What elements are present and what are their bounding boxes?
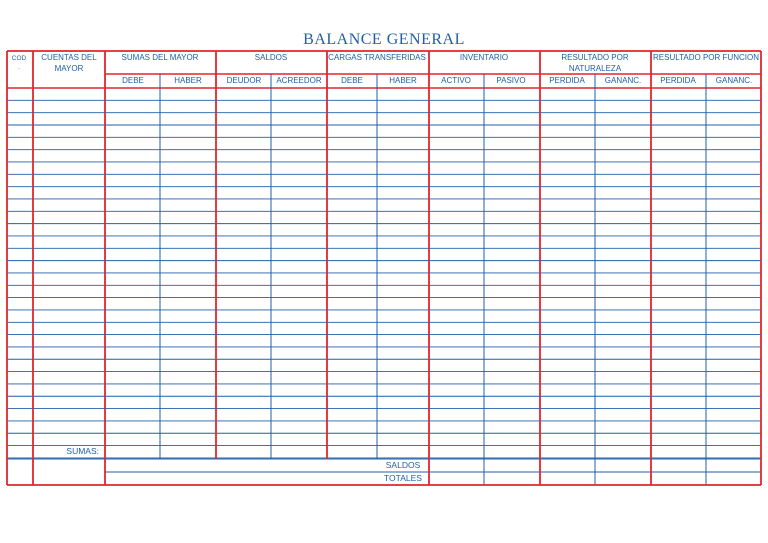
saldos-label: SALDOS	[385, 460, 421, 470]
header-inventario: INVENTARIO	[459, 53, 509, 62]
totales-label: TOTALES	[384, 473, 422, 483]
header-cod-dot: .	[18, 64, 20, 71]
header-resultado-funcion: RESULTADO POR FUNCION	[653, 53, 759, 62]
subheader-debe: DEBE	[122, 76, 144, 85]
subheader-haber: HABER	[174, 76, 202, 85]
header-cuentas: CUENTAS DEL	[41, 53, 97, 62]
subheader-gananc: GANANC.	[604, 76, 642, 85]
header-resultado-naturaleza-2: NATURALEZA	[568, 64, 622, 73]
subheader-pasivo: PASIVO	[496, 76, 526, 85]
subheader-haber-cargas: HABER	[389, 76, 417, 85]
row-rules	[7, 74, 761, 485]
header-sumas-del-mayor: SUMAS DEL MAYOR	[121, 53, 199, 62]
subheader-activo: ACTIVO	[441, 76, 471, 85]
subheader-debe-cargas: DEBE	[341, 76, 363, 85]
header-cod: COD	[11, 55, 27, 62]
subheader-gananc-funcion: GANANC.	[715, 76, 753, 85]
header-cargas-transferidas: CARGAS TRANSFERIDAS	[328, 53, 426, 62]
header-saldos: SALDOS	[254, 53, 288, 62]
subheader-acreedor: ACREEDOR	[276, 76, 322, 85]
page-title: BALANCE GENERAL	[303, 31, 465, 48]
header-cuentas-2: MAYOR	[54, 64, 84, 73]
subheader-perdida-funcion: PERDIDA	[660, 76, 696, 85]
subheader-deudor: DEUDOR	[226, 76, 262, 85]
column-frame	[7, 51, 761, 485]
header-resultado-naturaleza: RESULTADO POR	[561, 53, 629, 62]
subheader-perdida: PERDIDA	[549, 76, 585, 85]
sumas-label: SUMAS:	[66, 446, 99, 456]
